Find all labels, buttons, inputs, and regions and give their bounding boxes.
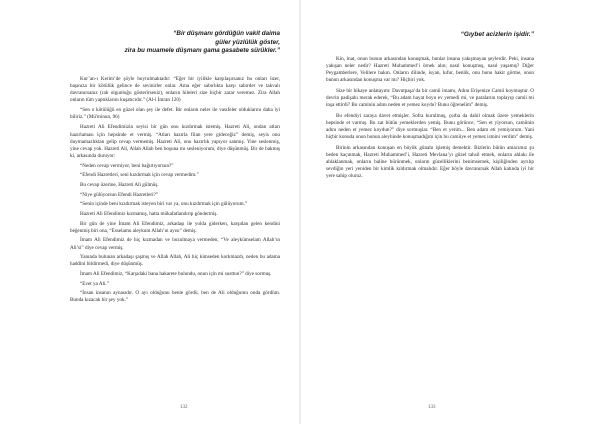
paragraph: “Sen o kötülüğü en güzel olan şey ile defet. Bir onların neler ile vasıfeler olduklarını daha iyi biliriz.” (Mü'minun, 96) (70, 106, 280, 120)
page-number: 133 (428, 405, 436, 410)
paragraph: Kin, inat, onun bunun arkasından konuşmak, bunlar insana yakışmayan şeylerdir. Peki, insana yakışan neler nedir? Hazreti Muhammed’i örnek alın; nasıl konuşmuş, nasıl yaşamış? Diğer Peygamberlere, Velilere bakın. Onların dilinde, isyan, kıfur, benlik, onu bunu hakir görme, onun bunun arkasından konuşma var mı? Hiçbiri yok. (326, 56, 534, 84)
paragraph: “Senin içinde beni kızdırmak isteyen biri var ya, onu kızdırmak için gülüyorum.” (80, 201, 248, 208)
paragraph: “İnsan insanın aynasıdır. O ayı olduğunu benle gördü, ben de Ali olduğumu onda gördüm. Bunda kızacak bir şey yok.” (70, 290, 280, 304)
paragraph: Yanında bulunan arkadaşı şaşmış ve Allah Allah, Ali hiç kimseden korkmazdı, neden bu adama haddini bildirmedi, diye düşünmüş. (70, 254, 280, 268)
left-page-body (70, 76, 280, 305)
epigraph-line: “Bir düşmanı gördüğün vakit daima (173, 30, 280, 37)
paragraph: Size bir hikaye anlatayım: Davutpaşa’da bir camii imamı, Adını Erişenize Camii koymuştur. O devrin padişahı merak ederek, “Bu adam hayat boyu ev yemedi mi, ve paralarını toplayıp camii mi inşa ettirdi? Bu caminin adını neden et yemez koydu? Bunu öğrenelim” demiş. (326, 87, 534, 109)
paragraph: Bu cevap üzerine, Hazreti Ali gülmüş. (80, 181, 159, 188)
paragraph: Birinin arkasından konuşan en büyük günahı işlemiş demektir. Bizlerin bütün amacımız şu beden kaçınmak, Hazreti Muhammed’i, Hazreti Mevlana’yı güzel tahsil etmek, onların ahlakı ile ahlaklanmak, onların baline bürünmek, onların güzelliklerini benimsemek, kişiliğinden ayrılıp sevdiğin yeri yeniden bir kimlik kıldırmak olmalıdır. Eğer böyle davranırsak Allah katında iyi bir yere sahip oluruz. (326, 144, 534, 179)
right-page (300, 0, 600, 424)
paragraph: Kur’an-ı Kerim’de şöyle buyrulmaktadır: “Eğer bir iyilikle karşılaşırsanız bu onları üzer, başınıza bir kötülük gelince de sevinirler onlar. Ama eğer sabırlıkta karşı sabırder ve takvalı davranırsanız (rab olgunluğu gösterirseniz), onların hileleri size hiçbir zarar veremez. Zira Allah onların tüm yaptıklarını kuşatıcıdır.” (Al-i İmran 120) (70, 75, 280, 104)
paragraph: Bir gün de yine İmam Ali Efendimiz, arkadaşı ile yolda giderken, karşıdan gelen kendini beğenmiş biri ona, “Esselamu aleykum Allah’ın ayısı” demiş. (70, 220, 280, 234)
epigraph-line: güler yüzlülük göster, (215, 38, 280, 46)
page-number: 132 (180, 405, 188, 410)
paragraph: Bu efendiyi saraya davet etmişler. Sofra kurulmuş, çorba da dahil olmak üzere yemeklerin hepsinde et varmış. Bu zat bütün yemeklerden yemiş. Bunu görünce, “Sen et yiyorsun, camiinin adını neden et yemez koydun?” diye sormuşlar. “Ben et yerim... Ben adam eti yemiyorum. Yani hiçbir konuda onun bunun aleyhinde konuşmadığım için bu camiiye et yemez ismini verdim” demiş. (326, 112, 534, 140)
epigraph-quote (70, 30, 280, 56)
right-page-body (326, 56, 534, 180)
paragraph: “Niye gülüyorsun Efendi Hazretleri?” (80, 191, 159, 198)
paragraph: Hazreti Ali Efendimizin seyisi bir gün onu kızdırmak istemiş. Hazreti Ali, ondan atları hazırlaması için hepsinde et vermiş. “Atları hazırla filan yere gideceğiz” demiş, seyis onu duymamazlıktan gelip cevap vermemiş. Hazreti Ali, onu hazırlık yapıyor sanmış. Yine seslenmiş, yine cevap yok. Hazreti Ali, Allah Allah ben boşuna mı sesleniyorum, diye düşünmüş. Bir de bakmış ki, arkasında duruyor: (70, 124, 280, 159)
paragraph: “Efendi Hazretleri, seni kızdırmak için cevap vermedim.” (80, 172, 199, 179)
paragraph: İmam Ali Efendimiz de hiç kızmadan ve bozulmaya vermeden, “Ve aleykümselam Allah’ın Ali’si” diye cevap vermiş. (70, 237, 280, 251)
epigraph-line: zira bu muamele düşmanı gama gasabete sürükler.” (124, 47, 280, 55)
paragraph: Hazreti Ali Efendimiz kızmamış, hatta mükafatlandırıp göndermiş. (80, 210, 218, 217)
paragraph: “Neden cevap vermiyor, beni bağırtıyorsun?” (80, 162, 174, 169)
section-heading: “Gıybet acizlerin işidir.” (460, 31, 534, 38)
paragraph: İmam Ali Efendimiz, “Karşıdaki bana hakarete bulundu, onun için mi susttun?” diye sormuş. (80, 270, 272, 277)
paragraph: “Evet ya Ali.” (80, 280, 109, 287)
